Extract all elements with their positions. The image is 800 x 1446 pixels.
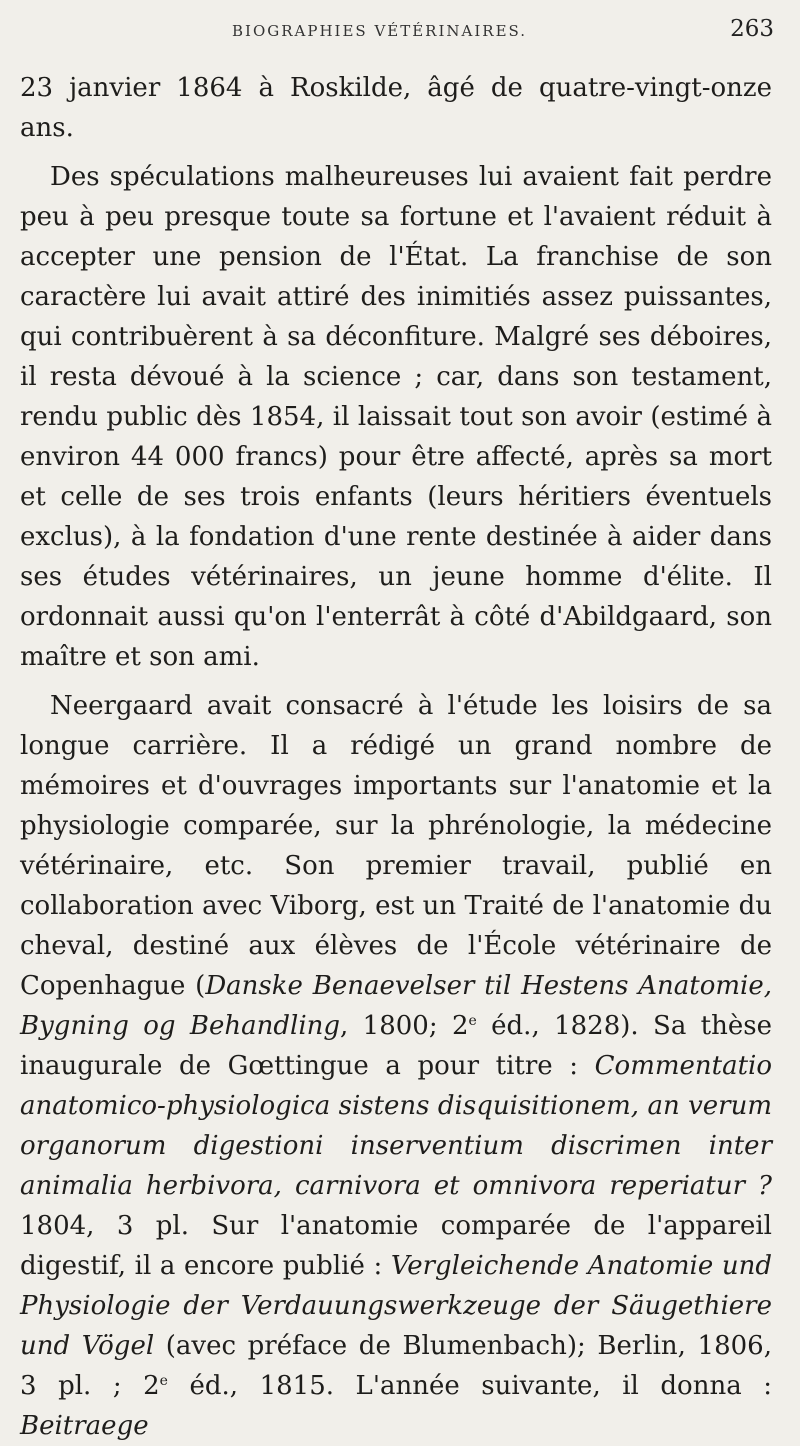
- paragraph-continuation: [20, 68, 772, 148]
- italic-title: Beitraege: [20, 1411, 149, 1441]
- paragraph-works: [20, 686, 772, 1446]
- running-title: BIOGRAPHIES VÉTÉRINAIRES.: [232, 22, 528, 40]
- body-text: [20, 68, 772, 1446]
- text-run: Neergaard avait consacré à l'étude les loisirs de sa longue carrière. Il a rédigé un grand nombre de mémoires et d'ouvrages importants sur l'anatomie et la physiologie comparée, sur la phrénologie, la médecine vétérinaire, etc. Son premier travail, publié en collaboration avec Viborg, est un Traité de l'anatomie du cheval, destiné aux élèves de l'École vétérinaire de Copenhague (: [20, 691, 772, 1001]
- italic-title: Danske Benaevelser til Hestens Anatomie, Bygning og Behandling: [20, 971, 772, 1041]
- text-run: (avec préface de Blumenbach); Berlin, 1806, 3 pl. ; 2: [20, 1331, 772, 1401]
- page-header: [0, 16, 800, 46]
- italic-title: Commentatio anatomico-physiologica sistens disquisitionem, an verum organorum digestioni inserventium discrimen inter animalia herbivora, carnivora et omnivora reperiatur ?: [20, 1051, 772, 1201]
- italic-title: Vergleichende Anatomie und Physiologie der Verdauungswerkzeuge der Säugethiere und Vögel: [20, 1251, 772, 1361]
- text-run: éd., 1828). Sa thèse inaugurale de Gœttingue a pour titre :: [20, 1011, 772, 1081]
- paragraph-finances: [20, 157, 772, 677]
- text-run: 1804, 3 pl. Sur l'anatomie comparée de l'appareil digestif, il a encore publié :: [20, 1211, 772, 1281]
- text-run: Des spéculations malheureuses lui avaient fait perdre peu à peu presque toute sa fortune et l'avaient réduit à accepter une pension de l'État. La franchise de son caractère lui avait attiré des inimitiés assez puissantes, qui contribuèrent à sa déconfiture. Malgré ses déboires, il resta dévoué à la science ; car, dans son testament, rendu public dès 1854, il laissait tout son avoir (estimé à environ 44 000 francs) pour être affecté, après sa mort et celle de ses trois enfants (leurs héritiers éventuels exclus), à la fondation d'une rente destinée à aider dans ses études vétérinaires, un jeune homme d'élite. Il ordonnait aussi qu'on l'enterrât à côté d'Abildgaard, son maître et son ami.: [20, 162, 772, 672]
- text-run: éd., 1815. L'année suivante, il donna :: [167, 1371, 772, 1401]
- page-number: 263: [730, 16, 774, 42]
- superscript: e: [468, 1013, 477, 1029]
- text-run: 23 janvier 1864 à Roskilde, âgé de quatre-vingt-onze ans.: [20, 73, 772, 143]
- text-run: , 1800; 2: [340, 1011, 469, 1041]
- superscript: e: [159, 1373, 168, 1389]
